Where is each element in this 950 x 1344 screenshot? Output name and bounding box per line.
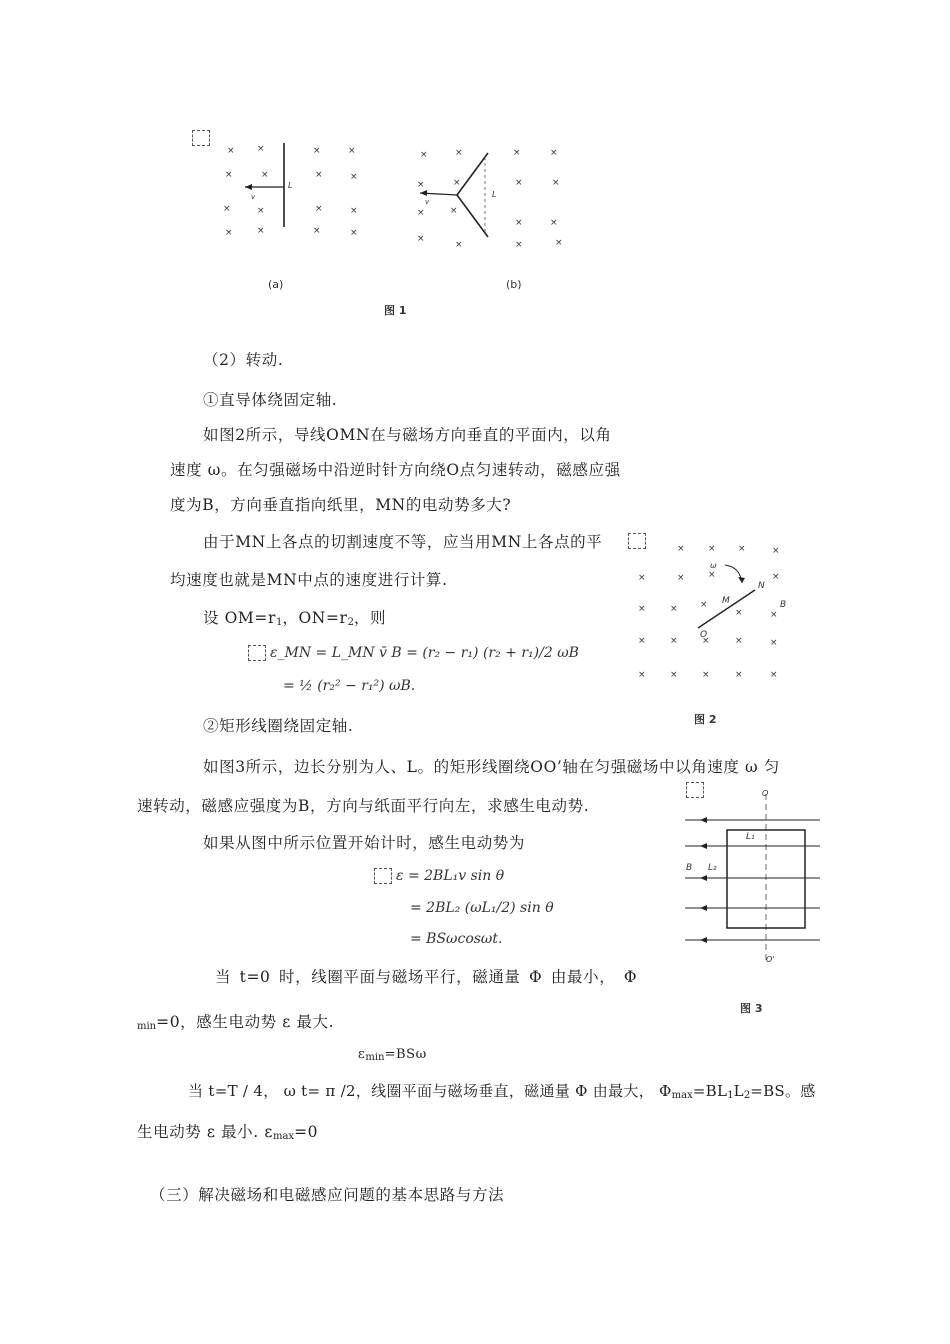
section3-heading: （三）解决磁场和电磁感应问题的基本思路与方法 xyxy=(150,1186,505,1204)
magnetic-field-crosses-a xyxy=(223,144,358,238)
figure-1 xyxy=(205,135,585,325)
formula-1-line1: ε_MN = L_MN v̄ B = (r₂ − r₁) (r₂ + r₁)/2 ωB xyxy=(270,645,579,661)
label-M: M xyxy=(722,596,730,606)
item2-title: ②矩形线圈绕固定轴. xyxy=(203,717,354,735)
para4: 如果从图中所示位置开始计时，感生电动势为 xyxy=(203,834,526,852)
svg-text:×: × xyxy=(638,604,646,614)
svg-text:×: × xyxy=(770,610,778,620)
svg-text:×: × xyxy=(670,604,678,614)
figure-2-caption: 图 2 xyxy=(694,713,717,726)
svg-text:×: × xyxy=(223,204,231,214)
svg-text:×: × xyxy=(552,178,560,188)
magnetic-field-crosses-b xyxy=(417,148,563,250)
label-O-top: O xyxy=(762,789,769,798)
figure-1-caption-b: (b) xyxy=(506,278,522,291)
svg-text:×: × xyxy=(772,572,780,582)
svg-text:×: × xyxy=(677,573,685,583)
svg-text:×: × xyxy=(702,670,710,680)
svg-text:×: × xyxy=(350,228,358,238)
label-v-b: v xyxy=(425,198,430,206)
rotation-arrow xyxy=(725,565,742,583)
label-L2: L₂ xyxy=(708,863,717,873)
svg-text:×: × xyxy=(550,148,558,158)
svg-text:×: × xyxy=(772,546,780,556)
svg-text:×: × xyxy=(420,150,428,160)
svg-text:×: × xyxy=(735,670,743,680)
formula-1-placeholder xyxy=(248,645,266,661)
svg-text:×: × xyxy=(453,178,461,188)
svg-text:×: × xyxy=(555,238,563,248)
svg-text:×: × xyxy=(770,638,778,648)
figure-1-caption-a: (a) xyxy=(268,278,284,291)
para3-line1: 如图3所示，边长分别为人、L。的矩形线圈绕OO’轴在匀强磁场中以角速度 ω 匀 xyxy=(203,758,780,776)
svg-text:×: × xyxy=(735,636,743,646)
svg-text:×: × xyxy=(638,670,646,680)
para6-line1: 当 t=T / 4， ω t= π /2，线圈平面与磁场垂直，磁通量 Φ 由最大， Φmax=BL1L2=BS。感 xyxy=(188,1082,816,1101)
svg-text:×: × xyxy=(455,148,463,158)
svg-text:×: × xyxy=(700,600,708,610)
conductor-b xyxy=(420,153,488,237)
svg-text:×: × xyxy=(515,218,523,228)
label-O: O xyxy=(700,630,708,640)
svg-text:×: × xyxy=(677,544,685,554)
svg-text:×: × xyxy=(257,206,265,216)
formula-1-line2: = ½ (r₂² − r₁²) ωB. xyxy=(283,678,416,694)
item1-title: ①直导体绕固定轴. xyxy=(203,391,338,409)
svg-text:×: × xyxy=(708,570,716,580)
svg-text:×: × xyxy=(550,218,558,228)
svg-text:×: × xyxy=(313,146,321,156)
label-L-a: L xyxy=(288,181,293,190)
svg-text:×: × xyxy=(313,226,321,236)
figure-1-caption: 图 1 xyxy=(384,304,407,317)
svg-text:×: × xyxy=(350,206,358,216)
label-v-a: v xyxy=(251,193,256,201)
label-L1: L₁ xyxy=(746,832,755,842)
para1-line2: 速度 ω。在匀强磁场中沿逆时针方向绕O点匀速转动，磁感应强 xyxy=(170,461,621,479)
para2-line2: 均速度也就是MN中点的速度进行计算. xyxy=(170,571,448,589)
para5-line1: 当 t=0 时，线圈平面与磁场平行，磁通量 Φ 由最小， Φ xyxy=(215,968,638,986)
svg-text:×: × xyxy=(227,146,235,156)
label-B: B xyxy=(780,600,787,610)
svg-text:×: × xyxy=(315,170,323,180)
svg-text:×: × xyxy=(225,228,233,238)
para5-line2: min=0，感生电动势 ε 最大. xyxy=(137,1013,335,1032)
label-B3: B xyxy=(686,863,693,873)
svg-text:×: × xyxy=(417,208,425,218)
para1-line1: 如图2所示，导线OMN在与磁场方向垂直的平面内，以角 xyxy=(203,426,612,444)
formula-2-line3: = BSωcosωt. xyxy=(410,931,503,947)
svg-text:×: × xyxy=(513,148,521,158)
svg-text:×: × xyxy=(708,544,716,554)
svg-text:×: × xyxy=(702,636,710,646)
svg-text:×: × xyxy=(735,608,743,618)
svg-text:×: × xyxy=(348,146,356,156)
svg-text:×: × xyxy=(738,544,746,554)
figure-3 xyxy=(680,782,825,982)
label-N: N xyxy=(758,581,765,591)
figure-2 xyxy=(630,535,800,695)
formula-2-placeholder xyxy=(374,868,392,884)
svg-text:×: × xyxy=(417,234,425,244)
svg-text:×: × xyxy=(638,636,646,646)
para6-line2: 生电动势 ε 最小. εmax=0 xyxy=(137,1123,319,1142)
formula-2-line2: = 2BL₂ (ωL₁/2) sin θ xyxy=(410,900,554,916)
svg-text:×: × xyxy=(315,204,323,214)
svg-text:×: × xyxy=(515,178,523,188)
field-arrows xyxy=(700,817,707,943)
label-omega: ω xyxy=(710,561,717,570)
svg-text:×: × xyxy=(455,240,463,250)
svg-text:×: × xyxy=(450,206,458,216)
eq-min: εmin=BSω xyxy=(358,1047,427,1063)
svg-text:×: × xyxy=(417,180,425,190)
svg-text:×: × xyxy=(225,170,233,180)
svg-text:×: × xyxy=(257,226,265,236)
label-L-b: L xyxy=(492,190,497,199)
para1-line3: 度为B，方向垂直指向纸里，MN的电动势多大? xyxy=(170,496,512,514)
formula-2-line1: ε = 2BL₁v sin θ xyxy=(396,868,505,884)
svg-text:×: × xyxy=(670,636,678,646)
label-O-bottom: O' xyxy=(766,955,775,964)
svg-text:×: × xyxy=(515,240,523,250)
svg-text:×: × xyxy=(638,573,646,583)
svg-text:×: × xyxy=(770,670,778,680)
para3-line2: 速转动，磁感应强度为B，方向与纸面平行向左，求感生电动势. xyxy=(137,797,590,815)
setup-line: 设 OM=r1，ON=r2，则 xyxy=(203,609,387,628)
figure-3-caption: 图 3 xyxy=(740,1002,763,1015)
magnetic-field-crosses-2 xyxy=(638,544,780,680)
svg-text:×: × xyxy=(670,670,678,680)
para2-line1: 由于MN上各点的切割速度不等，应当用MN上各点的平 xyxy=(203,533,603,551)
svg-text:×: × xyxy=(350,172,358,182)
svg-text:×: × xyxy=(257,144,265,154)
svg-text:×: × xyxy=(261,170,269,180)
section-rotation-heading: （2）转动. xyxy=(203,351,284,369)
